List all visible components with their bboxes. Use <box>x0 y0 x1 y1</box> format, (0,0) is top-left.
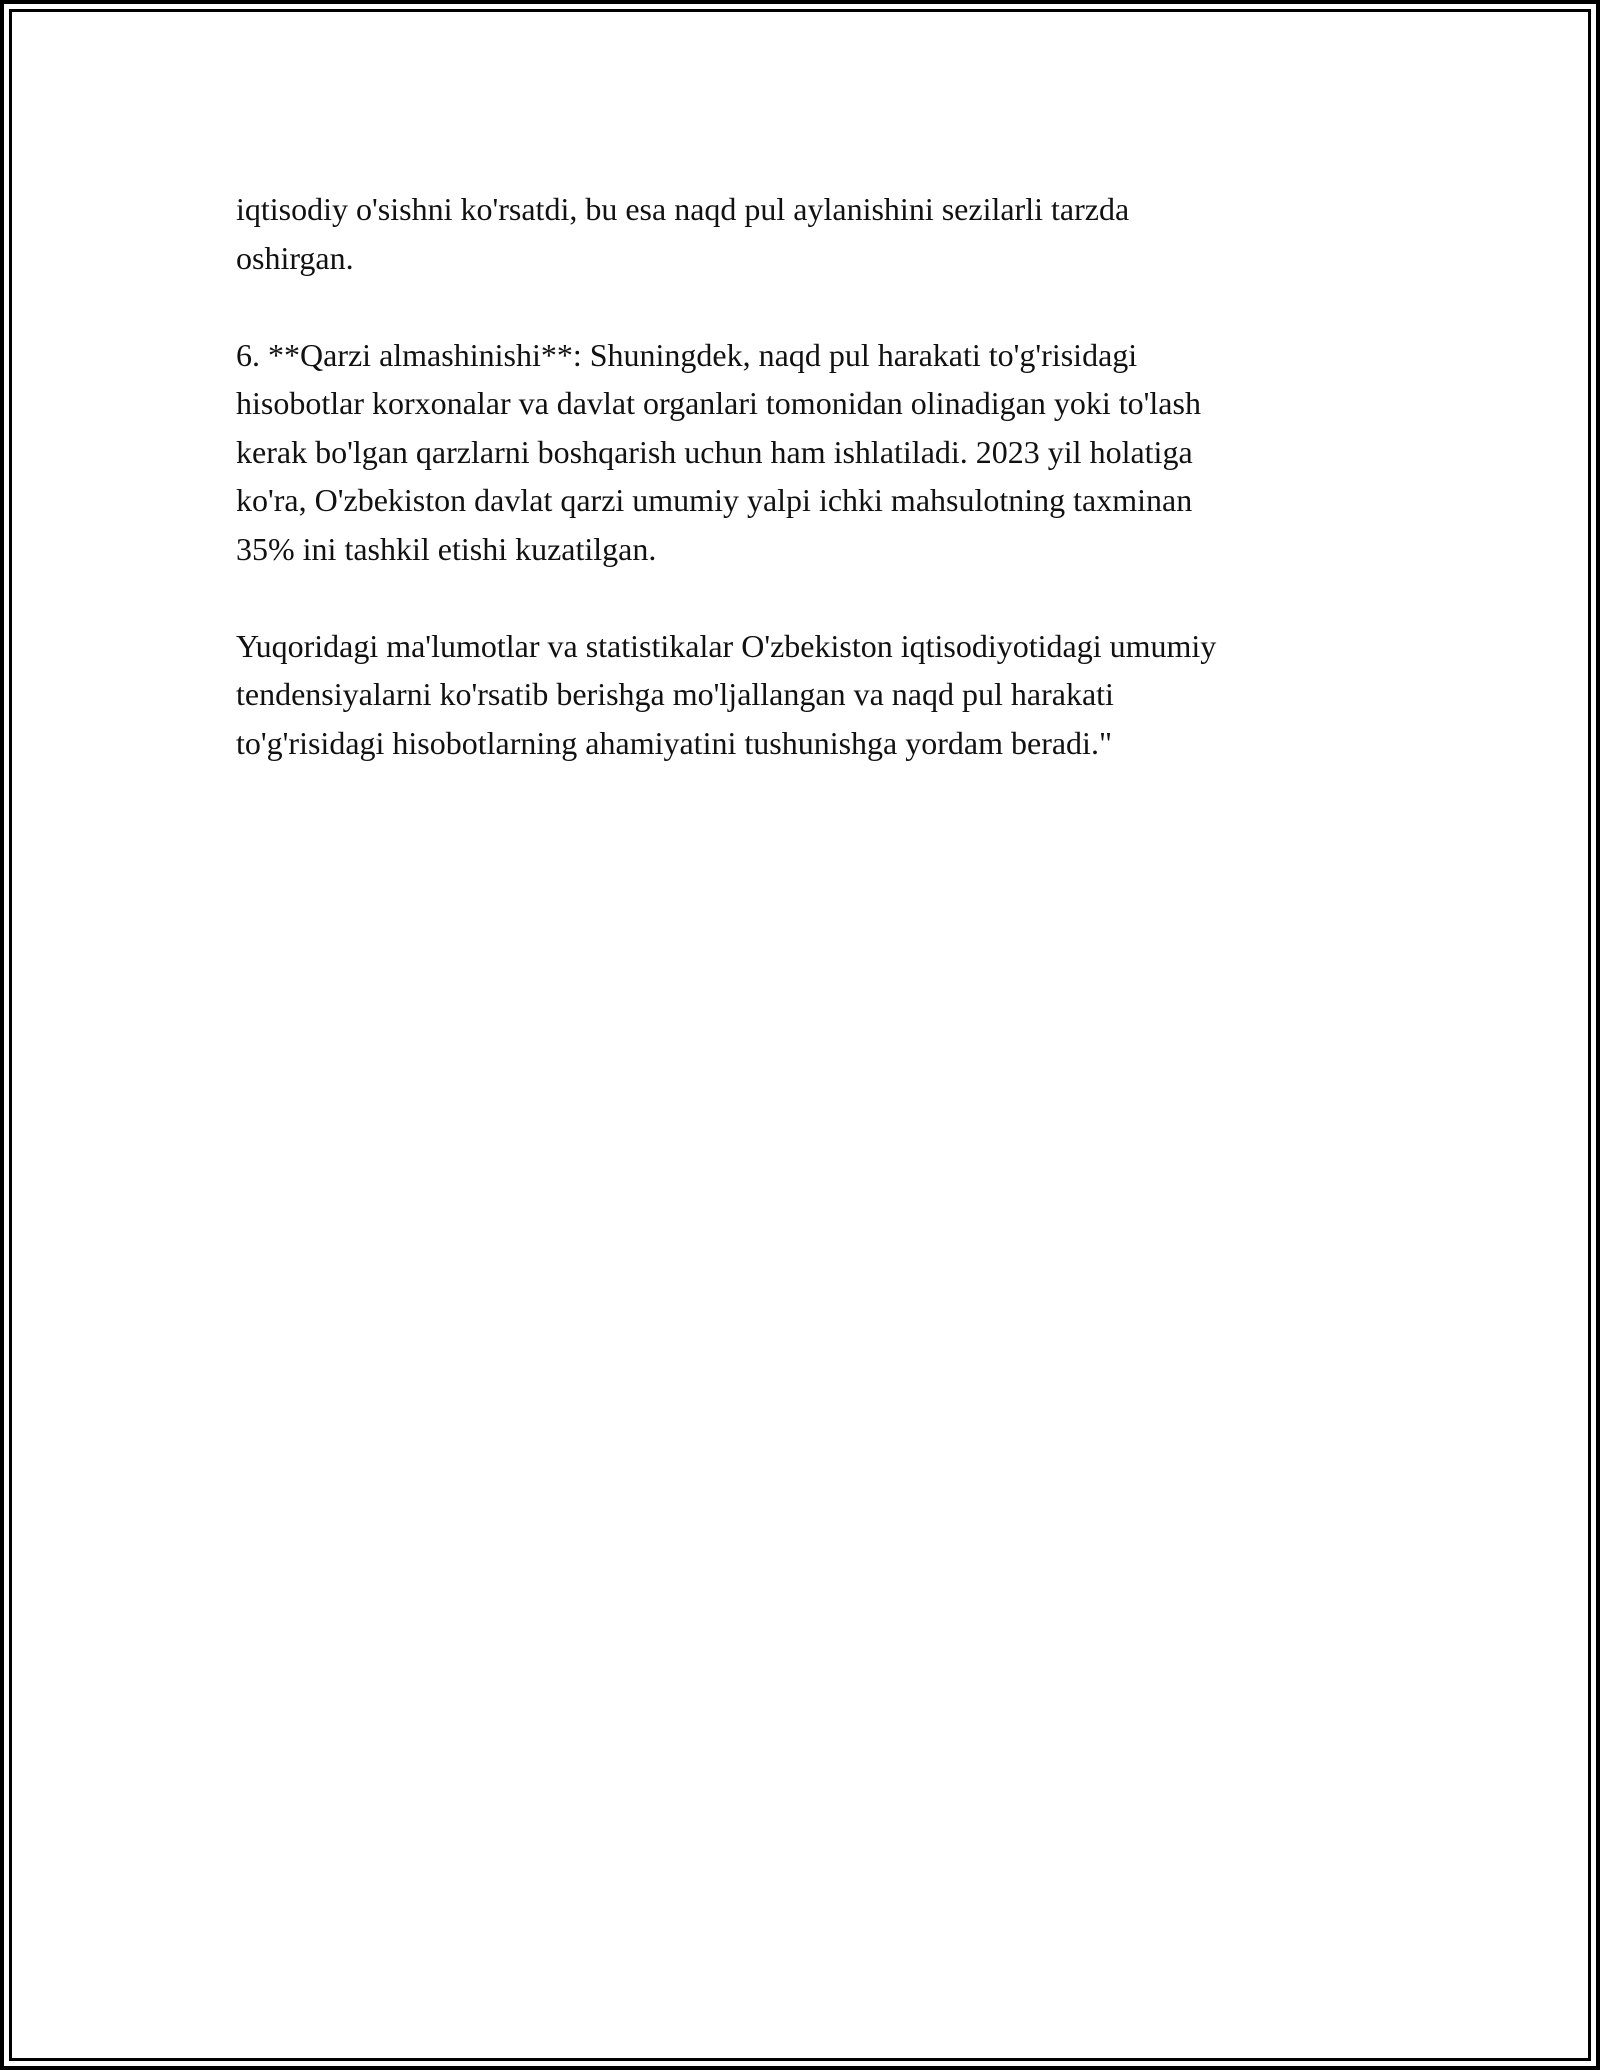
document-body <box>236 185 1386 816</box>
paragraph-debt-exchange: 6. **Qarzi almashinishi**: Shuningdek, naqd pul harakati to'g'risidagi hisobotlar korxonalar va davlat organlari tomonidan olinadigan yoki to'lash kerak bo'lgan qarzlarni boshqarish uchun ham ishlatiladi. 2023 yil holatiga ko'ra, O'zbekiston davlat qarzi umumiy yalpi ichki mahsulotning taxminan 35% ini tashkil etishi kuzatilgan. <box>236 336 1201 567</box>
paragraph-continuation: iqtisodiy o'sishni ko'rsatdi, bu esa naqd pul aylanishini sezilarli tarzda oshirgan. <box>236 191 1130 276</box>
paragraph-conclusion: Yuqoridagi ma'lumotlar va statistikalar O'zbekiston iqtisodiyotidagi umumiy tendensiyalarni ko'rsatib berishga mo'ljallangan va naqd pul harakati to'g'risidagi hisobotlarning ahamiyatini tushunishga yordam beradi." <box>236 627 1217 761</box>
